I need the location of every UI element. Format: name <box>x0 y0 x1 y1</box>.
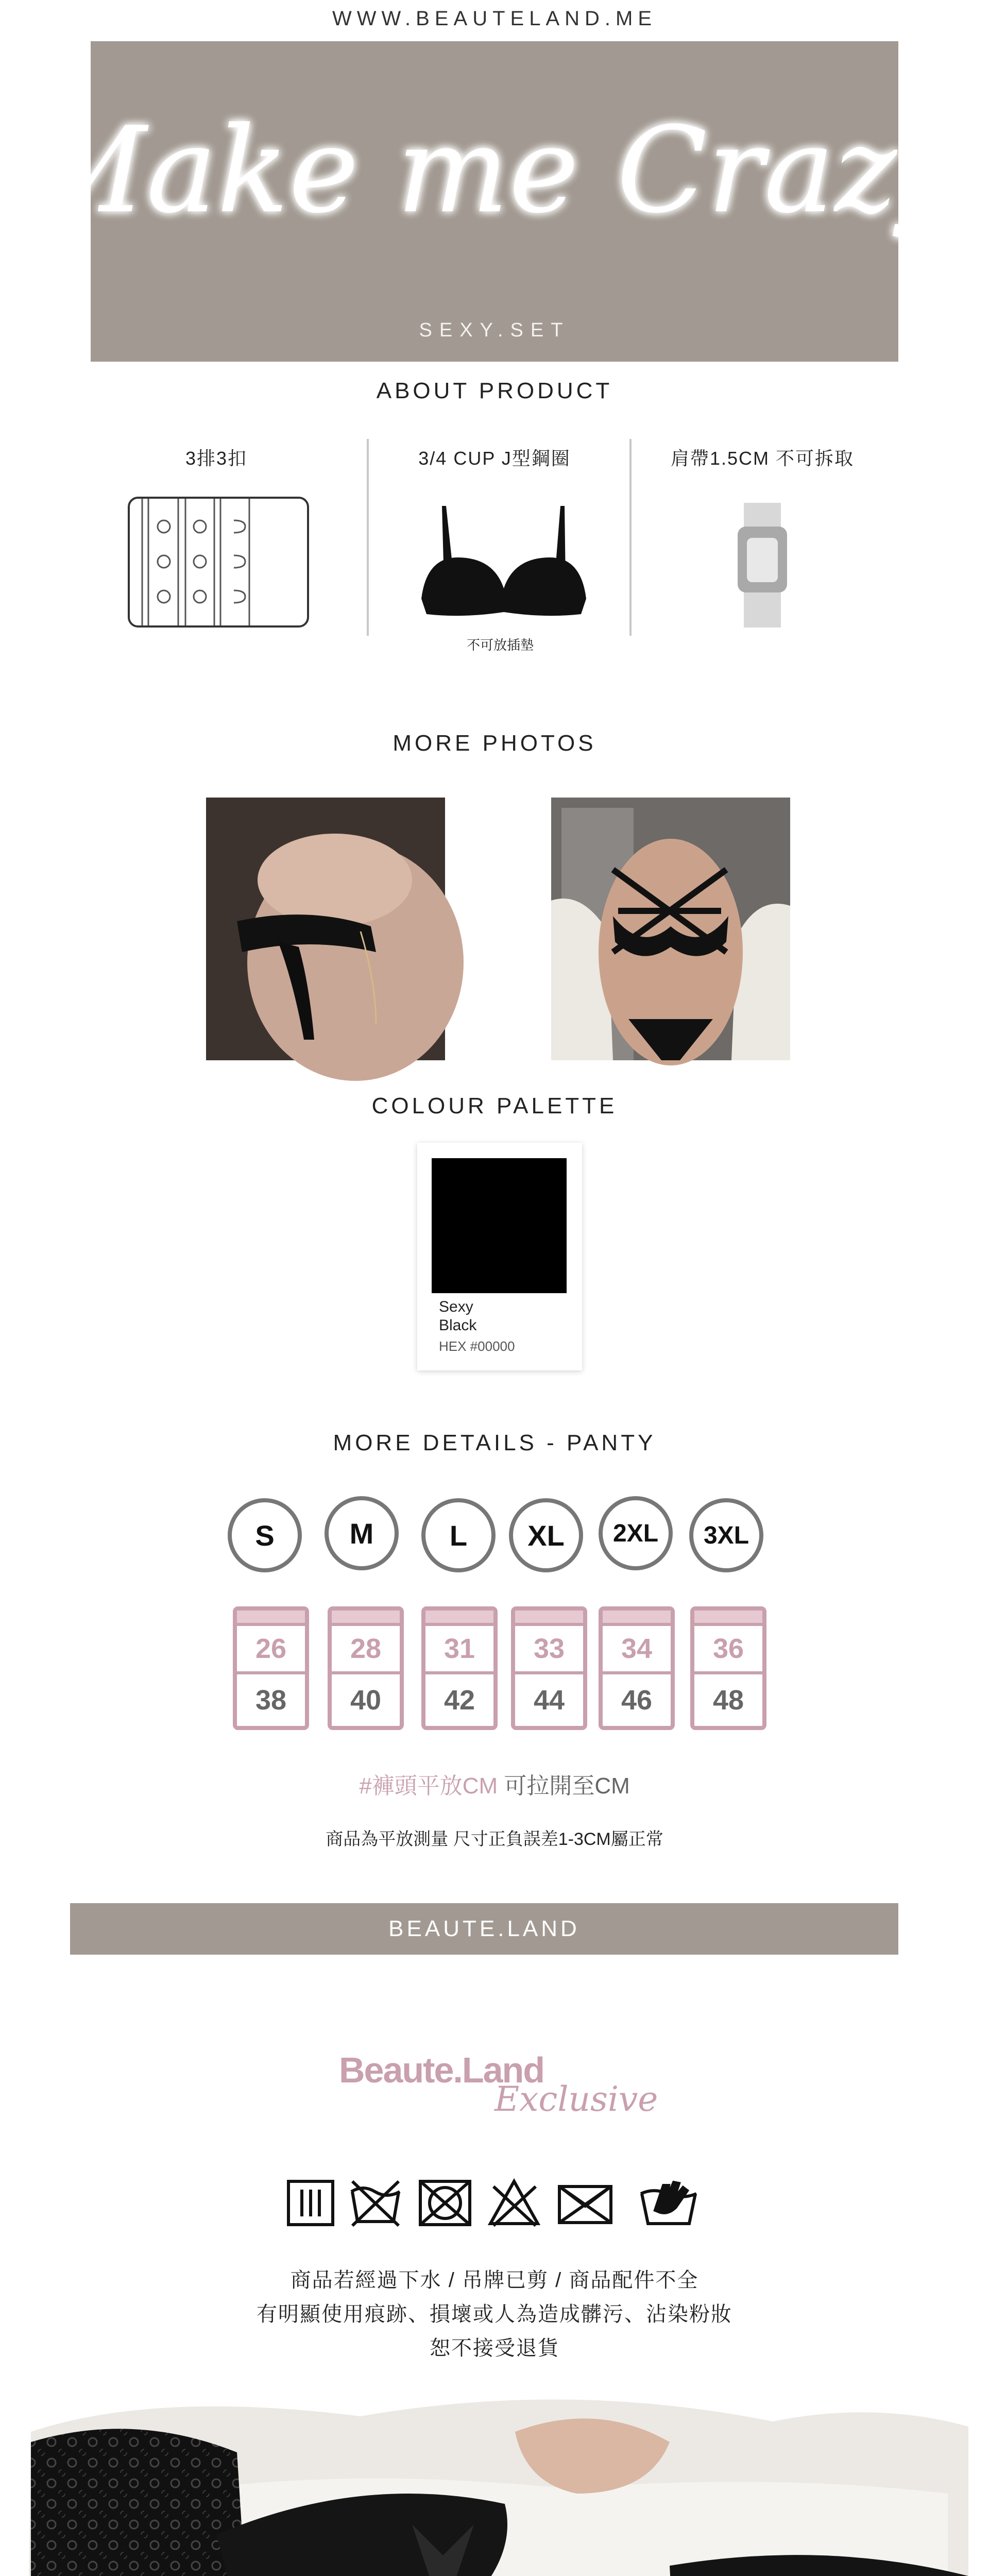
waist-value: 31 <box>425 1626 493 1674</box>
hero-subtitle: SEXY.SET <box>419 319 570 341</box>
product-photo-back[interactable] <box>206 798 445 1060</box>
about-col-caption-cup: 不可放插墊 <box>466 637 534 653</box>
hip-value: 40 <box>350 1685 382 1716</box>
size-card-3xl <box>690 1606 766 1730</box>
about-divider <box>629 439 632 636</box>
about-col-title-strap: 肩帶1.5CM 不可拆取 <box>670 448 855 469</box>
size-card-2xl <box>599 1606 675 1730</box>
hip-value: 44 <box>533 1685 565 1716</box>
care-note-line1: 商品若經過下水 / 吊牌已剪 / 商品配件不全 <box>290 2269 699 2292</box>
about-col-title-closure: 3排3扣 <box>185 448 248 469</box>
swatch-name-line2: Black <box>439 1317 477 1334</box>
waist-note-flat: #褲頭平放CM <box>359 1773 498 1799</box>
size-card-s <box>233 1606 309 1730</box>
product-photo-front-image <box>551 798 790 1060</box>
details-heading: MORE DETAILS - PANTY <box>333 1430 656 1455</box>
site-url[interactable]: WWW.BEAUTELAND.ME <box>332 7 657 30</box>
no-bleach-icon <box>490 2181 538 2226</box>
no-dry-clean-icon <box>559 2187 611 2223</box>
brand-bar: BEAUTE.LAND <box>70 1903 898 1955</box>
size-circle-xl[interactable]: XL <box>509 1498 583 1572</box>
waist-value: 34 <box>603 1626 671 1674</box>
strap-buckle-icon <box>734 503 791 628</box>
brand-logo-sub: Exclusive <box>494 2079 658 2119</box>
product-photo-back-image <box>206 798 445 1060</box>
no-tumble-dry-icon <box>420 2181 470 2225</box>
about-heading: ABOUT PRODUCT <box>376 378 613 403</box>
size-card-l <box>421 1606 498 1730</box>
hip-value: 46 <box>621 1685 653 1716</box>
size-card-m <box>328 1606 404 1730</box>
about-col-title-cup: 3/4 CUP J型鋼圈 <box>418 448 571 469</box>
size-circle-l[interactable]: L <box>421 1498 496 1572</box>
hip-value: 42 <box>444 1685 475 1716</box>
waist-note <box>0 1767 989 1800</box>
product-photo-front[interactable] <box>551 798 790 1060</box>
hook-eye-closure-icon <box>128 496 310 630</box>
product-flatlay-photo[interactable] <box>0 2370 989 2576</box>
hero-title-svg <box>25 41 964 362</box>
photos-heading: MORE PHOTOS <box>393 731 596 756</box>
care-note-line3: 恕不接受退貨 <box>430 2337 559 2360</box>
size-circle-m[interactable]: M <box>325 1496 399 1570</box>
swatch-name-line1: Sexy <box>439 1298 473 1315</box>
waist-value: 26 <box>237 1626 305 1674</box>
color-swatch-card[interactable] <box>417 1143 582 1370</box>
hand-wash-icon <box>288 2181 333 2225</box>
hip-value: 38 <box>255 1685 287 1716</box>
size-circle-2xl[interactable]: 2XL <box>599 1496 673 1570</box>
color-swatch <box>432 1158 567 1293</box>
size-card-xl <box>511 1606 587 1730</box>
measurement-note: 商品為平放測量 尺寸正負誤差1-3CM屬正常 <box>326 1829 663 1849</box>
size-circle-3xl[interactable]: 3XL <box>689 1498 763 1572</box>
size-circle-s[interactable]: S <box>228 1498 302 1572</box>
waist-value: 28 <box>332 1626 400 1674</box>
care-icons-row <box>286 2178 703 2228</box>
hero-banner <box>25 41 964 362</box>
hand-wash-only-icon <box>641 2182 696 2224</box>
palette-heading: COLOUR PALETTE <box>371 1093 618 1118</box>
about-divider <box>367 439 369 636</box>
waist-value: 33 <box>515 1626 583 1674</box>
care-note-line2: 有明顯使用痕跡、損壞或人為造成髒污、沾染粉妝 <box>257 2303 732 2326</box>
hip-value: 48 <box>712 1685 744 1716</box>
brand-logo: Beaute.Land <box>339 2050 544 2090</box>
swatch-hex: HEX #00000 <box>439 1338 515 1354</box>
hero-title: Make me Crazy <box>25 102 964 240</box>
bra-icon <box>416 501 591 624</box>
no-wash-icon <box>351 2181 400 2226</box>
waist-note-stretch: 可拉開至CM <box>498 1773 630 1799</box>
waist-value: 36 <box>694 1626 762 1674</box>
